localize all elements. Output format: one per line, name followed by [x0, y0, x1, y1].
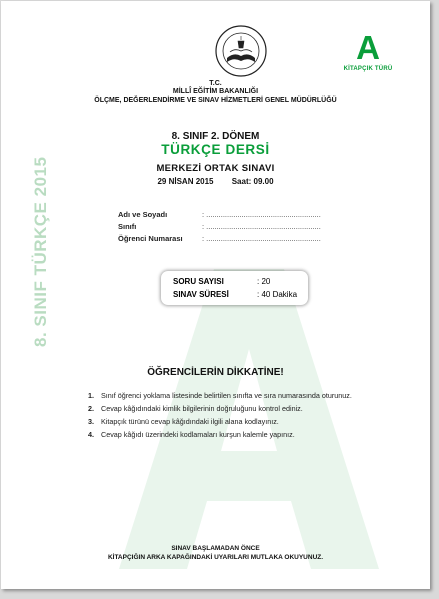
rule-text: Kitapçık türünü cevap kâğıdındaki ilgili alana kodlayınız. — [101, 417, 279, 426]
exam-time: Saat: 09.00 — [231, 177, 274, 186]
rule-number: 3. — [88, 417, 94, 426]
rule-number: 4. — [88, 430, 94, 439]
rule-text: Cevap kâğıdındaki kimlik bilgilerinin doğruluğunu kontrol ediniz. — [101, 404, 303, 413]
class-field[interactable] — [118, 222, 321, 234]
question-count-row — [173, 277, 270, 286]
exam-date: 29 NİSAN 2015 — [157, 177, 214, 186]
question-count-label: SORU SAYISI — [173, 277, 224, 286]
rule-number: 2. — [88, 404, 94, 413]
footer-line-2: KİTAPÇIĞIN ARKA KAPAĞINDAKİ UYARILARI MUTLAKA OKUYUNUZ. — [107, 554, 324, 561]
duration-value: : 40 Dakika — [257, 290, 298, 299]
field-label: Adı ve Soyadı — [118, 210, 168, 219]
duration-row — [173, 290, 297, 299]
footer-line-1: SINAV BAŞLAMADAN ÖNCE — [171, 545, 260, 552]
duration-label: SINAV SÜRESİ — [173, 290, 229, 299]
field-blank[interactable]: : ....................................................... — [202, 222, 321, 231]
rule-item — [88, 417, 418, 430]
exam-name: MERKEZİ ORTAK SINAVI — [156, 163, 275, 174]
directorate-name: ÖLÇME, DEĞERLENDİRME VE SINAV HİZMETLERİ GENEL MÜDÜRLÜĞÜ — [94, 97, 337, 104]
spine-text: 8. SINIF TÜRKÇE 2015 — [31, 156, 50, 347]
student-number-field[interactable] — [118, 234, 321, 246]
student-info-fields — [118, 210, 321, 246]
booklet-label: KİTAPÇIK TÜRÜ — [343, 66, 393, 72]
rule-text: Cevap kâğıdı üzerindeki kodlamaları kurşun kalemle yapınız. — [101, 430, 295, 439]
rule-item — [88, 404, 418, 417]
rules-list — [88, 391, 418, 443]
exam-date-time — [1, 177, 430, 186]
field-blank[interactable]: : ....................................................... — [202, 234, 321, 243]
field-label: Öğrenci Numarası — [118, 234, 183, 243]
name-field[interactable] — [118, 210, 321, 222]
rule-item — [88, 391, 418, 404]
ministry-name: MİLLÎ EĞİTİM BAKANLIĞI — [172, 88, 259, 95]
rule-item — [88, 430, 418, 443]
field-label: Sınıfı — [118, 222, 137, 231]
ministry-emblem-icon — [214, 24, 268, 78]
rule-text: Sınıf öğrenci yoklama listesinde belirtilen sınıfta ve sıra numarasında oturunuz. — [101, 391, 352, 400]
exam-cover-page — [1, 1, 430, 589]
field-blank[interactable]: : ....................................................... — [202, 210, 321, 219]
question-count-value: : 20 — [257, 277, 271, 286]
tc-label: T.C. — [209, 80, 222, 87]
exam-info-box — [161, 271, 308, 305]
subject-title: TÜRKÇE DERSİ — [161, 142, 270, 157]
rule-number: 1. — [88, 391, 94, 400]
booklet-type-box — [333, 31, 403, 72]
grade-term: 8. SINIF 2. DÖNEM — [171, 131, 260, 142]
booklet-letter: A — [356, 29, 380, 66]
notice-title: ÖĞRENCİLERİN DİKKATİNE! — [147, 367, 284, 378]
